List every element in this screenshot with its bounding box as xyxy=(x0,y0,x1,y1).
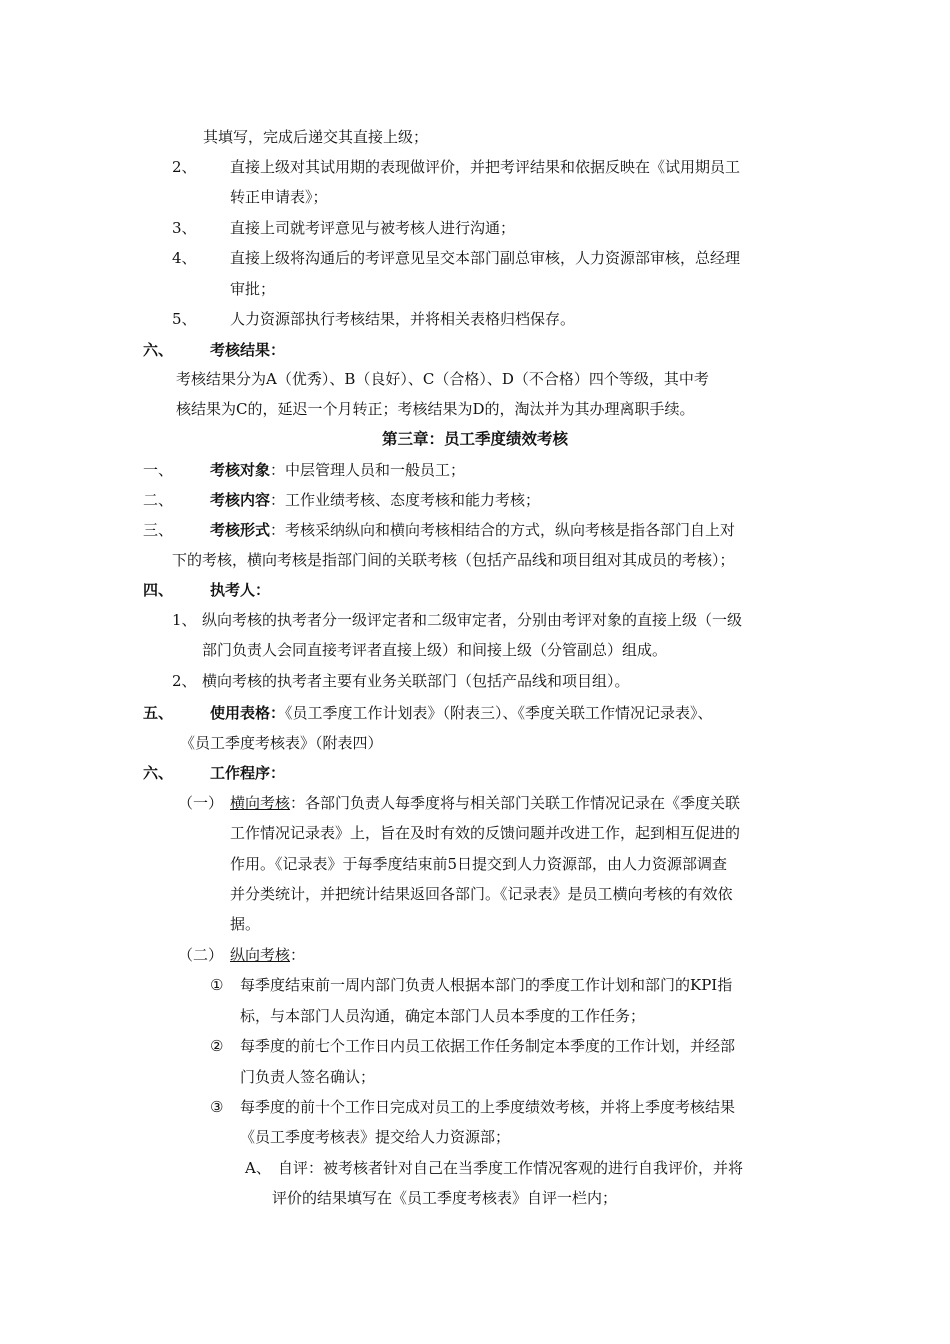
list-item-text: 评价的结果填写在《员工季度考核表》自评一栏内； xyxy=(272,1189,618,1207)
list-number: 2、 xyxy=(172,158,197,176)
list-item-text: 每季度的前七个工作日内员工依据工作任务制定本季度的工作计划，并经部 xyxy=(240,1037,736,1055)
circled-number: ③ xyxy=(210,1098,224,1116)
section-number: 一、 xyxy=(143,461,174,479)
list-item-text: 自评：被考核者针对自己在当季度工作情况客观的进行自我评价，并将 xyxy=(278,1159,744,1177)
section-heading: 工作程序： xyxy=(210,764,286,782)
paragraph-line: 《员工季度考核表》（附表四） xyxy=(180,734,383,752)
list-number: 5、 xyxy=(172,310,197,328)
paragraph-line: 作用。《记录表》于每季度结束前5日提交到人力资源部，由人力资源部调查 xyxy=(230,855,728,873)
subsection-line xyxy=(230,944,305,966)
list-number: 3、 xyxy=(172,219,197,237)
list-item-text: 《员工季度考核表》提交给人力资源部； xyxy=(240,1128,511,1146)
paragraph-line: 其填写，完成后递交其直接上级； xyxy=(203,128,429,146)
paragraph-line: 工作情况记录表》上，旨在及时有效的反馈问题并改进工作，起到相互促进的 xyxy=(230,824,741,842)
section-text: 《员工季度工作计划表》（附表三）、《季度关联工作情况记录表》、 xyxy=(285,704,713,722)
section-number: 四、 xyxy=(143,581,174,599)
subsection-label: 横向考核 xyxy=(230,794,291,812)
list-item-text: 标，与本部门人员沟通，确定本部门人员本季度的工作任务； xyxy=(240,1007,646,1025)
list-item-text: 每季度的前十个工作日完成对员工的上季度绩效考核，并将上季度考核结果 xyxy=(240,1098,736,1116)
paragraph-line: 并分类统计，并把统计结果返回各部门。《记录表》是员工横向考核的有效依 xyxy=(230,885,733,903)
section-number: 二、 xyxy=(143,491,174,509)
subsection-number: （一） xyxy=(178,794,224,812)
list-item-text: 每季度结束前一周内部门负责人根据本部门的季度工作计划和部门的KPI指 xyxy=(240,976,733,994)
section-number: 六、 xyxy=(143,341,174,359)
circled-number: ② xyxy=(210,1037,224,1055)
paragraph-line: 据。 xyxy=(230,915,261,933)
section-label: 考核形式 xyxy=(210,521,271,539)
paragraph-line: 考核结果分为A（优秀）、B（良好）、C（合格）、D（不合格）四个等级，其中考 xyxy=(176,370,709,388)
list-item-text: 直接上级对其试用期的表现做评价，并把考评结果和依据反映在《试用期员工 xyxy=(230,158,741,176)
section-number: 六、 xyxy=(143,764,174,782)
circled-number: ① xyxy=(210,976,224,994)
section-heading: 考核结果： xyxy=(210,341,286,359)
list-item-text: 转正申请表》； xyxy=(230,188,328,206)
list-number: 1、 xyxy=(172,611,197,629)
section-text: ：中层管理人员和一般员工； xyxy=(270,461,466,479)
section-label: 考核内容 xyxy=(210,491,271,509)
section-number: 三、 xyxy=(143,521,174,539)
section-number: 五、 xyxy=(143,704,174,722)
section-line xyxy=(210,459,465,481)
chapter-title: 第三章：员工季度绩效考核 xyxy=(381,430,568,448)
section-heading: 执考人： xyxy=(210,581,271,599)
subsection-text: ： xyxy=(290,946,306,964)
list-letter: A、 xyxy=(245,1159,271,1177)
section-label: 考核对象 xyxy=(210,461,271,479)
paragraph-line: 核结果为C的，延迟一个月转正；考核结果为D的，淘汰并为其办理离职手续。 xyxy=(176,400,695,418)
section-line xyxy=(210,519,735,541)
list-item-text: 部门负责人会同直接考评者直接上级）和间接上级（分管副总）组成。 xyxy=(202,641,668,659)
subsection-label: 纵向考核 xyxy=(230,946,291,964)
section-line xyxy=(210,702,713,724)
list-item-text: 直接上司就考评意见与被考核人进行沟通； xyxy=(230,219,516,237)
subsection-text: ：各部门负责人每季度将与相关部门关联工作情况记录在《季度关联 xyxy=(290,794,741,812)
paragraph-line: 下的考核，横向考核是指部门间的关联考核（包括产品线和项目组对其成员的考核）； xyxy=(172,551,735,569)
list-item-text: 人力资源部执行考核结果，并将相关表格归档保存。 xyxy=(230,310,576,328)
section-text: ：工作业绩考核、态度考核和能力考核； xyxy=(270,491,541,509)
subsection-number: （二） xyxy=(178,946,224,964)
section-label: 使用表格： xyxy=(210,704,286,722)
list-item-text: 门负责人签名确认； xyxy=(240,1068,376,1086)
list-item-text: 审批； xyxy=(230,280,276,298)
section-line xyxy=(210,489,540,511)
list-number: 2、 xyxy=(172,672,197,690)
list-item-text: 纵向考核的执考者分一级评定者和二级审定者，分别由考评对象的直接上级（一级 xyxy=(202,611,743,629)
section-text: ：考核采纳纵向和横向考核相结合的方式，纵向考核是指各部门自上对 xyxy=(270,521,736,539)
subsection-line xyxy=(230,792,740,814)
list-number: 4、 xyxy=(172,249,197,267)
list-item-text: 横向考核的执考者主要有业务关联部门（包括产品线和项目组）。 xyxy=(202,672,630,690)
list-item-text: 直接上级将沟通后的考评意见呈交本部门副总审核，人力资源部审核，总经理 xyxy=(230,249,741,267)
